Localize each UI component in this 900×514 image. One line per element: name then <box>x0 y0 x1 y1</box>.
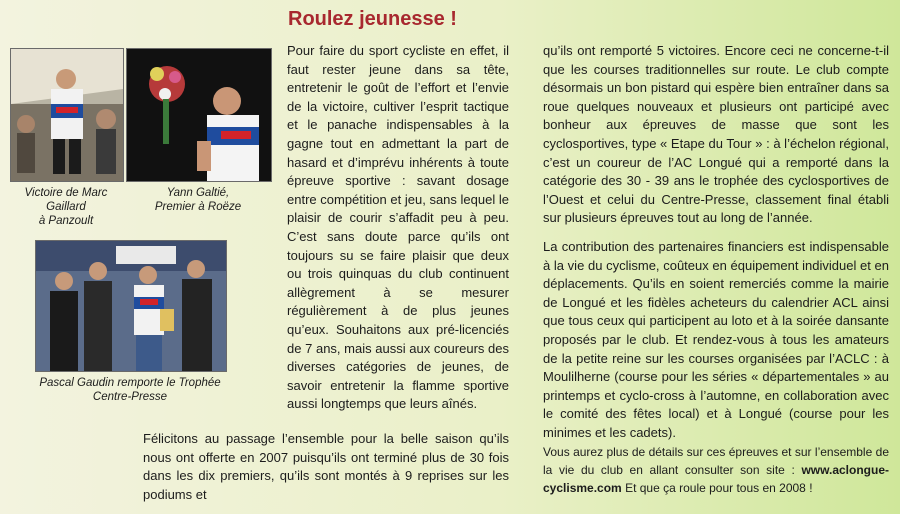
article-title: Roulez jeunesse ! <box>288 8 457 30</box>
photo-caption-2: Yann Galtié, Premier à Roëze <box>154 187 242 213</box>
photo-yann-galtie <box>126 48 272 182</box>
article-column-2 <box>543 42 889 452</box>
photo-caption-3: Pascal Gaudin remporte le Trophée Centre-Presse <box>39 377 221 403</box>
article-paragraph: Félicitons au passage l’ensemble pour la belle saison qu’ils nous ont offerte en 2007 puisqu’ils ont terminé plus de 30 fois dans les dix premiers, qu’ils sont montés à 9 reprises sur les podiums et <box>143 431 509 502</box>
photo-pascal-gaudin <box>35 240 227 372</box>
article-paragraph: La contribution des partenaires financiers est indispensable à la vie du cyclisme, coûteux en équipement individuel et en déplacements. Qu’ils en soient remerciés comme la mairie de Longué et les fidèles acheteurs du calendrier ACL ainsi que tous ceux qui participent au loto et à la soirée dansante proposés par le club. Et rendez-vous à tous les amateurs de la petite reine sur les courses organisées par l’ACLC : à Moulilherne (course pour les séries « départementales » au printemps et cyclo-cross à l’automne, en collaboration avec le comité des fêtes local) et à Longué (course pour les minimes et les cadets). <box>543 238 889 440</box>
photo-marc-gaillard <box>10 48 124 182</box>
club-website-link[interactable]: www.aclongue-cyclisme.com <box>543 463 889 495</box>
article-paragraph: qu’ils ont remporté 5 victoires. Encore ceci ne concerne-t-il que les courses traditionnelles sur route. Le club compte désormais un bon pistard qui espère bien entraîner dans sa roue quelques nouveaux et plusieurs ont participé avec bonheur aux épreuves de masse que sont les cyclosportives, type « Etape du Tour » : à l’échelon régional, c’est un coureur de l’AC Longué qui a remporté dans la catégorie des 30 - 39 ans le trophée des cyclosportives de l’Ouest et celui du Centre-Presse, classement final établi sur plusieurs épreuves tout au long de l’année. <box>543 43 889 226</box>
article-paragraph: Pour faire du sport cycliste en effet, il faut rester jeune dans sa tête, entretenir le goût de l’effort et l’envie de la victoire, cultiver l’esprit tactique et le panache indispensables à la gagne tout en admettant la part de hasard et d’imprévu inhérents à toute épreuve sportive : savant dosage entre compétition et jeu, sans lequel le plaisir de courir s’affadit peu à peu. C’est sans doute parce qu’ils ont toujours su se faire plaisir que deux ou trois quinquas du club continuent allègrement à se mesurer régulièrement à de plus jeunes qu’eux. Souhaitons aux pré-licenciés de 7 ans, mais aussi aux coureurs des diverses catégories de jeunes, de savoir entretenir la flamme sportive aussi longtemps que leurs aînés. <box>287 43 509 412</box>
photo-caption-1: Victoire de Marc Gaillard à Panzoult <box>24 187 108 227</box>
article-column-1 <box>287 42 509 424</box>
article-column-1-bottom <box>143 430 509 514</box>
footer-note: Vous aurez plus de détails sur ces épreuves et sur l’ensemble de la vie du club en allant consulter son site : www.aclongue-cyclisme.com Et que ça roule pour tous en 2008 ! <box>543 445 889 495</box>
